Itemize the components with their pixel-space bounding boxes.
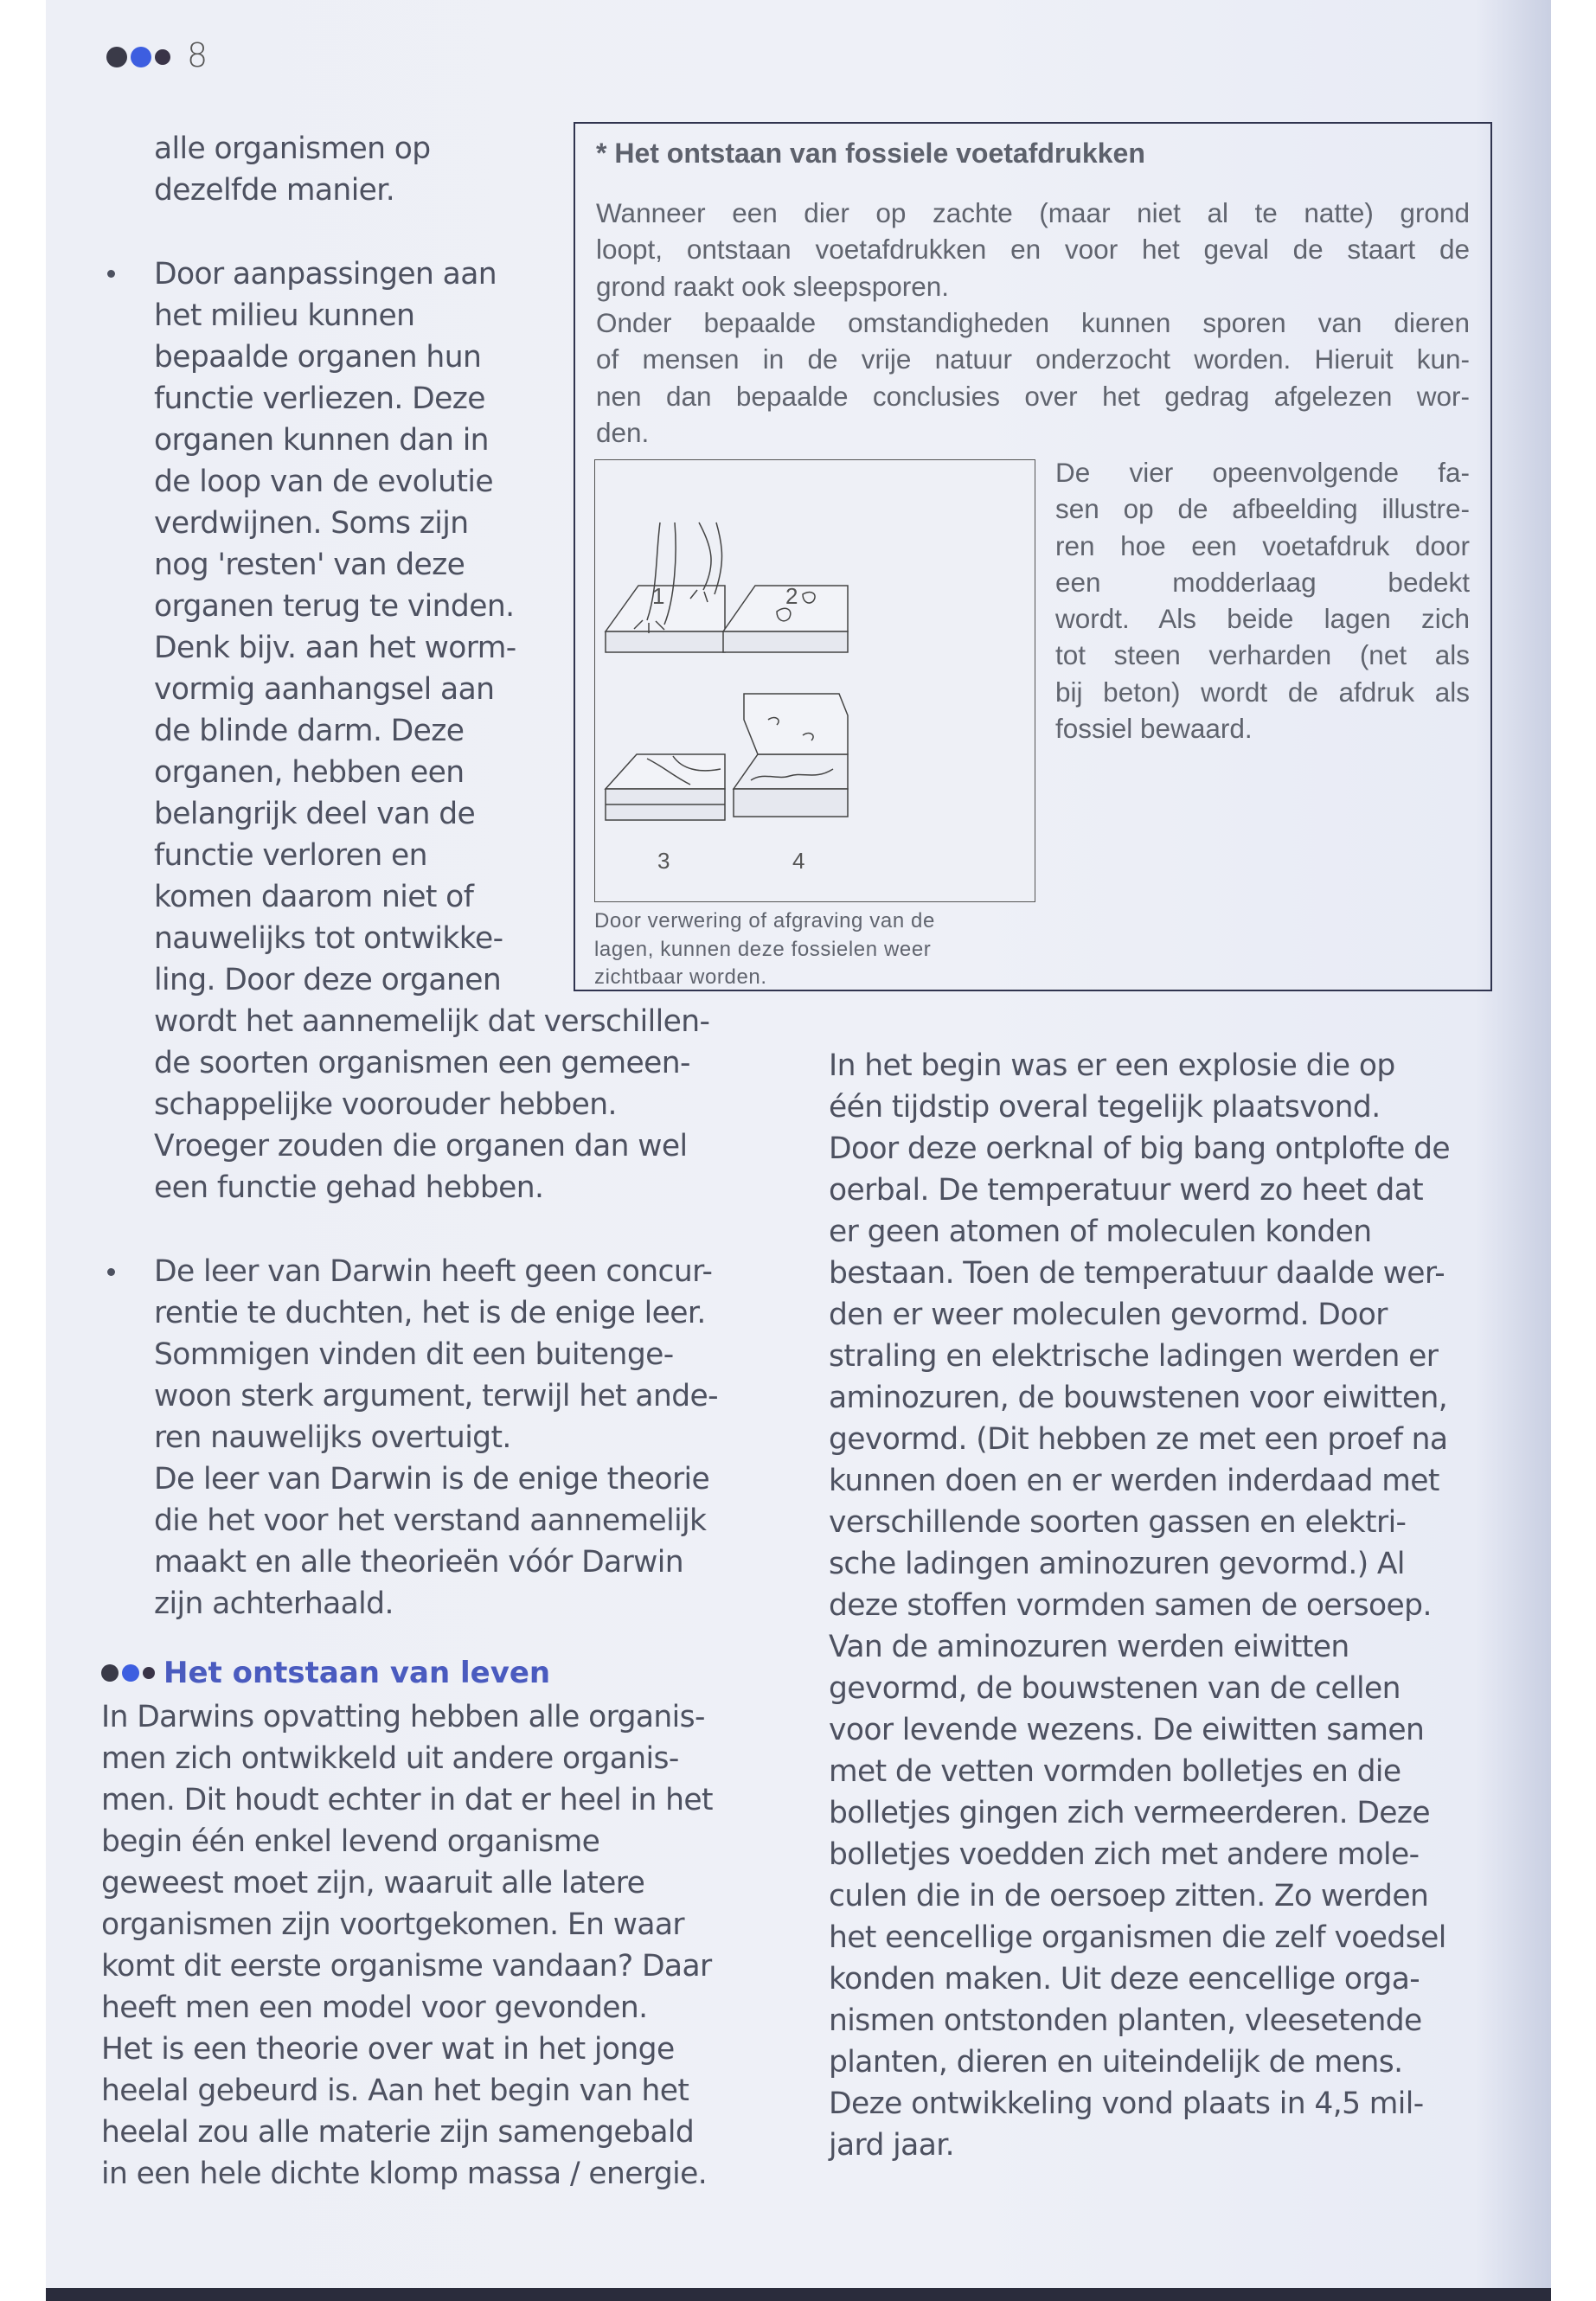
text-line: den. [596, 416, 650, 448]
text-line: nog 'resten' van deze [154, 548, 465, 582]
text-line: men. Dit houdt echter in dat er heel in het [101, 1783, 713, 1817]
box-title: * Het ontstaan van fossiele voetafdrukken [596, 138, 1145, 169]
section-heading [101, 1656, 550, 1690]
box-paragraph-2 [596, 304, 1470, 451]
text-line: er geen atomen of moleculen konden [829, 1215, 1372, 1249]
text-line: wordt. Als beide lagen zich [1055, 603, 1470, 635]
text-line: Sommigen vinden dit een buitenge- [154, 1337, 674, 1372]
section-heading-text: Het ontstaan van leven [163, 1656, 551, 1690]
text-line: Het is een theorie over wat in het jonge [101, 2032, 675, 2067]
text-line: organen, hebben een [154, 755, 465, 790]
figure-caption [594, 907, 935, 992]
right-column-text [829, 1045, 1450, 2166]
text-line: Deze ontwikkeling vond plaats in 4,5 mil- [829, 2086, 1424, 2121]
text-line: organen terug te vinden. [154, 589, 515, 624]
text-line: organismen zijn voortgekomen. En waar [101, 1907, 684, 1942]
text-line: bolletjes gingen zich vermeerderen. Deze [829, 1796, 1431, 1830]
text-line: nismen ontstonden planten, vleesetende [829, 2003, 1422, 2038]
text-line: De leer van Darwin is de enige theorie [154, 1462, 710, 1497]
text-line: Onder bepaalde omstandigheden kunnen sporen van dieren [596, 307, 1470, 338]
text-line: woon sterk argument, terwijl het ande- [154, 1379, 719, 1413]
text-line: verschillende soorten gassen en elektri- [829, 1505, 1407, 1540]
text-line: Door verwering of afgraving van de [594, 909, 935, 933]
text-line: of mensen in de vrije natuur onderzocht worden. Hieruit kun- [596, 343, 1470, 375]
text-line: zijn achterhaald. [154, 1586, 394, 1621]
text-line: organen kunnen dan in [154, 423, 489, 458]
text-line: Door deze oerknal of big bang ontplofte de [829, 1131, 1451, 1166]
text-line: in een hele dichte klomp massa / energie. [101, 2157, 708, 2191]
text-line: sen op de afbeelding illustre- [1055, 493, 1470, 525]
text-line: begin één enkel levend organisme [101, 1824, 600, 1859]
stage-3-slab [606, 754, 725, 820]
text-line: nen dan bepaalde conclusies over het gedrag afgelezen wor- [596, 380, 1470, 412]
stage-4-slab [734, 694, 848, 817]
text-line: Door aanpassingen aan [154, 257, 497, 292]
text-line: den er weer moleculen gevormd. Door [829, 1298, 1388, 1332]
text-line: nauwelijks tot ontwikke- [154, 921, 503, 956]
text-line: gevormd. (Dit hebben ze met een proef na [829, 1422, 1448, 1457]
text-line: kunnen doen en er werden inderdaad met [829, 1464, 1439, 1498]
text-line: planten, dieren en uiteindelijk de mens. [829, 2045, 1403, 2080]
text-line: de soorten organismen een gemeen- [154, 1046, 690, 1080]
text-line: een modderlaag bedekt [1055, 566, 1470, 598]
text-line: wordt het aannemelijk dat verschillen- [154, 1004, 710, 1039]
text-line: lagen, kunnen deze fossielen weer [594, 937, 932, 961]
footprint-fossil-illustration [594, 459, 1035, 902]
stage-label-3: 3 [657, 848, 670, 874]
page-bottom-edge [46, 2288, 1551, 2301]
stage-label-2: 2 [785, 583, 798, 609]
box-side-text [1055, 454, 1470, 747]
text-line: de loop van de evolutie [154, 465, 493, 499]
text-line: het milieu kunnen [154, 298, 415, 333]
text-line: één tijdstip overal tegelijk plaatsvond. [829, 1090, 1381, 1125]
text-line: grond raakt ook sleepsporen. [596, 270, 950, 302]
text-line: rentie te duchten, het is de enige leer. [154, 1296, 706, 1330]
text-line: heelal gebeurd is. Aan het begin van het [101, 2073, 689, 2108]
text-line: het eencellige organismen die zelf voedsel [829, 1920, 1446, 1955]
text-line: jard jaar. [829, 2128, 955, 2163]
heading-dots-icon [101, 1664, 155, 1682]
text-line: dezelfde manier. [154, 173, 395, 208]
text-line: bij beton) wordt de afdruk als [1055, 676, 1470, 708]
text-line: men zich ontwikkeld uit andere organis- [101, 1741, 679, 1776]
text-line: met de vetten vormden bolletjes en die [829, 1754, 1401, 1789]
text-line: bestaan. Toen de temperatuur daalde wer- [829, 1256, 1445, 1291]
text-line: schappelijke voorouder hebben. [154, 1087, 617, 1122]
text-line: konden maken. Uit deze eencellige orga- [829, 1962, 1420, 1997]
text-line: heelal zou alle materie zijn samengebald [101, 2115, 695, 2150]
text-line: oerbal. De temperatuur werd zo heet dat [829, 1173, 1424, 1208]
text-line: vormig aanhangsel aan [154, 672, 495, 707]
section-text [101, 1696, 713, 2195]
bullet-icon [107, 1268, 115, 1276]
text-line: ren hoe een voetafdruk door [1055, 529, 1470, 561]
text-line: komt dit eerste organisme vandaan? Daar [101, 1949, 712, 1984]
text-line: voor levende wezens. De eiwitten samen [829, 1713, 1425, 1747]
text-line: komen daarom niet of [154, 880, 474, 914]
text-line: culen die in de oersoep zitten. Zo werden [829, 1879, 1429, 1913]
page-marker-dots-icon [106, 47, 170, 67]
text-line: maakt en alle theorieën vóór Darwin [154, 1545, 684, 1580]
stage-label-4: 4 [792, 848, 805, 874]
text-line: In het begin was er een explosie die op [829, 1048, 1395, 1083]
text-line: geweest moet zijn, waaruit alle latere [101, 1866, 645, 1900]
intro-text [154, 128, 431, 211]
bullet2-text [154, 1251, 718, 1625]
text-line: zichtbaar worden. [594, 965, 767, 989]
text-line: bepaalde organen hun [154, 340, 482, 375]
text-line: functie verliezen. Deze [154, 381, 485, 416]
fossil-stages-drawing [595, 460, 1035, 901]
text-line: straling en elektrische ladingen werden er [829, 1339, 1439, 1374]
text-line: een functie gehad hebben. [154, 1170, 544, 1205]
stage-1-slab [606, 522, 725, 652]
text-line: gevormd, de bouwstenen van de cellen [829, 1671, 1401, 1706]
text-line: De leer van Darwin heeft geen concur- [154, 1254, 713, 1289]
text-line: Van de aminozuren werden eiwitten [829, 1630, 1349, 1664]
text-line: deze stoffen vormden samen de oersoep. [829, 1588, 1432, 1623]
page-number: 8 [187, 36, 208, 74]
text-line: functie verloren en [154, 838, 427, 873]
bullet-icon [107, 270, 115, 278]
text-line: loopt, ontstaan voetafdrukken en voor het geval de staart de [596, 234, 1470, 266]
text-line: belangrijk deel van de [154, 797, 476, 831]
text-line: die het voor het verstand aannemelijk [154, 1503, 707, 1538]
stage-label-1: 1 [652, 583, 665, 609]
text-line: In Darwins opvatting hebben alle organis- [101, 1700, 705, 1734]
box-paragraph-1 [596, 195, 1470, 304]
text-line: de blinde darm. Deze [154, 714, 465, 748]
text-line: heeft men een model voor gevonden. [101, 1990, 648, 2025]
text-line: fossiel bewaard. [1055, 713, 1253, 745]
text-line: verdwijnen. Soms zijn [154, 506, 469, 541]
text-line: ren nauwelijks overtuigt. [154, 1420, 511, 1455]
text-line: sche ladingen aminozuren gevormd.) Al [829, 1547, 1405, 1581]
text-line: Denk bijv. aan het worm- [154, 631, 516, 665]
text-line: De vier opeenvolgende fa- [1055, 457, 1470, 488]
text-line: alle organismen op [154, 131, 431, 166]
text-line: Vroeger zouden die organen dan wel [154, 1129, 688, 1163]
text-line: aminozuren, de bouwstenen voor eiwitten, [829, 1381, 1448, 1415]
text-line: bolletjes voedden zich met andere mole- [829, 1837, 1420, 1872]
text-line: Wanneer een dier op zachte (maar niet al te natte) grond [596, 197, 1470, 228]
fossil-footprints-box [574, 122, 1492, 991]
text-line: ling. Door deze organen [154, 963, 502, 997]
text-line: tot steen verharden (net als [1055, 639, 1470, 671]
